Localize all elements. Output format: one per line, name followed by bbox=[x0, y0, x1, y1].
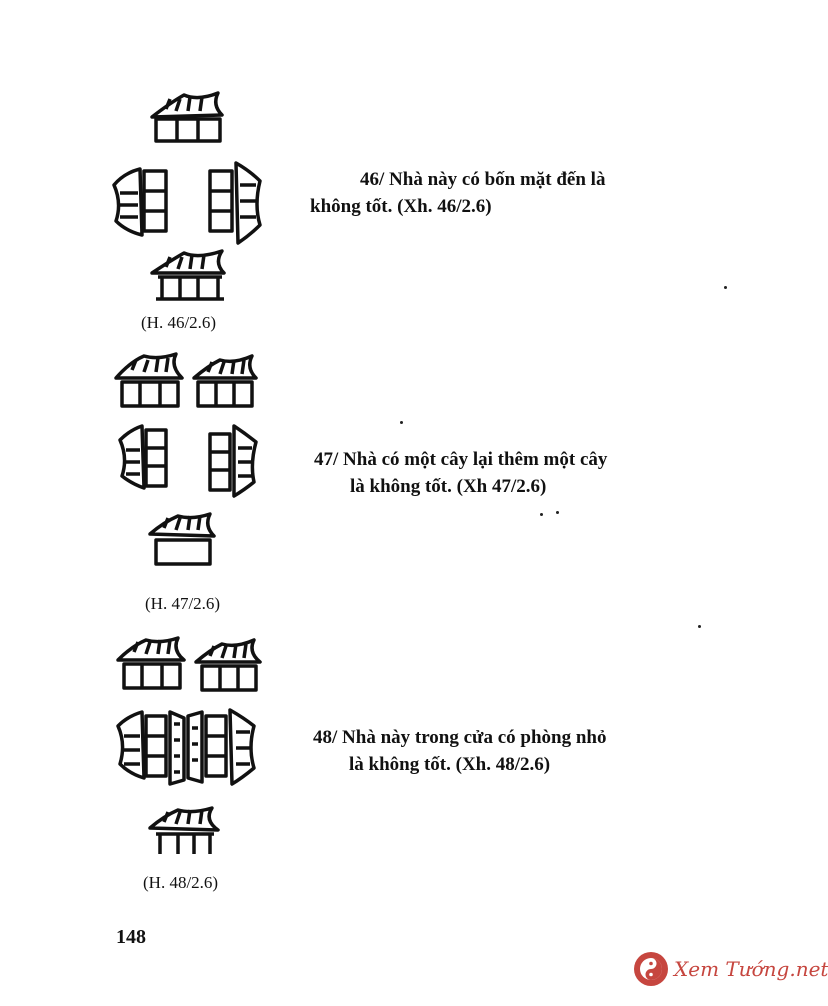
house-right-icon bbox=[210, 163, 260, 243]
house-top-icon bbox=[152, 93, 222, 141]
figure-48 bbox=[108, 632, 278, 868]
house-top-left-icon bbox=[118, 638, 184, 688]
house-right-icon bbox=[210, 426, 256, 496]
figure-47 bbox=[108, 350, 278, 570]
house-bottom-icon bbox=[150, 808, 218, 854]
house-bottom-icon bbox=[150, 514, 214, 564]
watermark bbox=[634, 952, 828, 988]
house-top-right-icon bbox=[196, 640, 260, 690]
house-top-left-icon bbox=[116, 354, 182, 406]
scan-speck bbox=[698, 625, 701, 628]
figure-46-caption: (H. 46/2.6) bbox=[141, 313, 217, 332]
figure-46-drawing bbox=[100, 85, 280, 315]
figure-47-drawing bbox=[108, 350, 278, 570]
item-46-line2: không tốt. (Xh. 46/2.6) bbox=[310, 196, 492, 217]
yin-yang-logo-icon bbox=[634, 952, 668, 986]
item-47-line1: 47/ Nhà có một cây lại thêm một cây bbox=[314, 449, 608, 470]
figure-46 bbox=[100, 85, 280, 315]
item-47-text bbox=[314, 446, 607, 500]
page-number: 148 bbox=[116, 926, 146, 948]
house-left-icon bbox=[114, 169, 166, 235]
scan-speck bbox=[556, 511, 559, 514]
item-47-line2: là không tốt. (Xh 47/2.6) bbox=[350, 476, 547, 497]
house-top-right-icon bbox=[194, 356, 256, 406]
house-left-icon bbox=[120, 426, 166, 488]
house-bottom-icon bbox=[152, 251, 224, 299]
side-houses-row-icon bbox=[118, 710, 254, 784]
scan-speck bbox=[400, 421, 403, 424]
figure-48-caption: (H. 48/2.6) bbox=[143, 873, 219, 892]
item-46-line1: 46/ Nhà này có bốn mặt đến là bbox=[360, 169, 606, 190]
item-48-text bbox=[313, 724, 606, 778]
watermark-text: Xem Tướng.net bbox=[674, 957, 828, 981]
item-48-line2: là không tốt. (Xh. 48/2.6) bbox=[349, 754, 551, 775]
scan-speck bbox=[724, 286, 727, 289]
item-46-text bbox=[310, 166, 605, 220]
item-48-line1: 48/ Nhà này trong cửa có phòng nhỏ bbox=[313, 727, 607, 748]
figure-47-caption: (H. 47/2.6) bbox=[145, 594, 221, 613]
scan-speck bbox=[540, 513, 543, 516]
figure-48-drawing bbox=[108, 632, 278, 868]
